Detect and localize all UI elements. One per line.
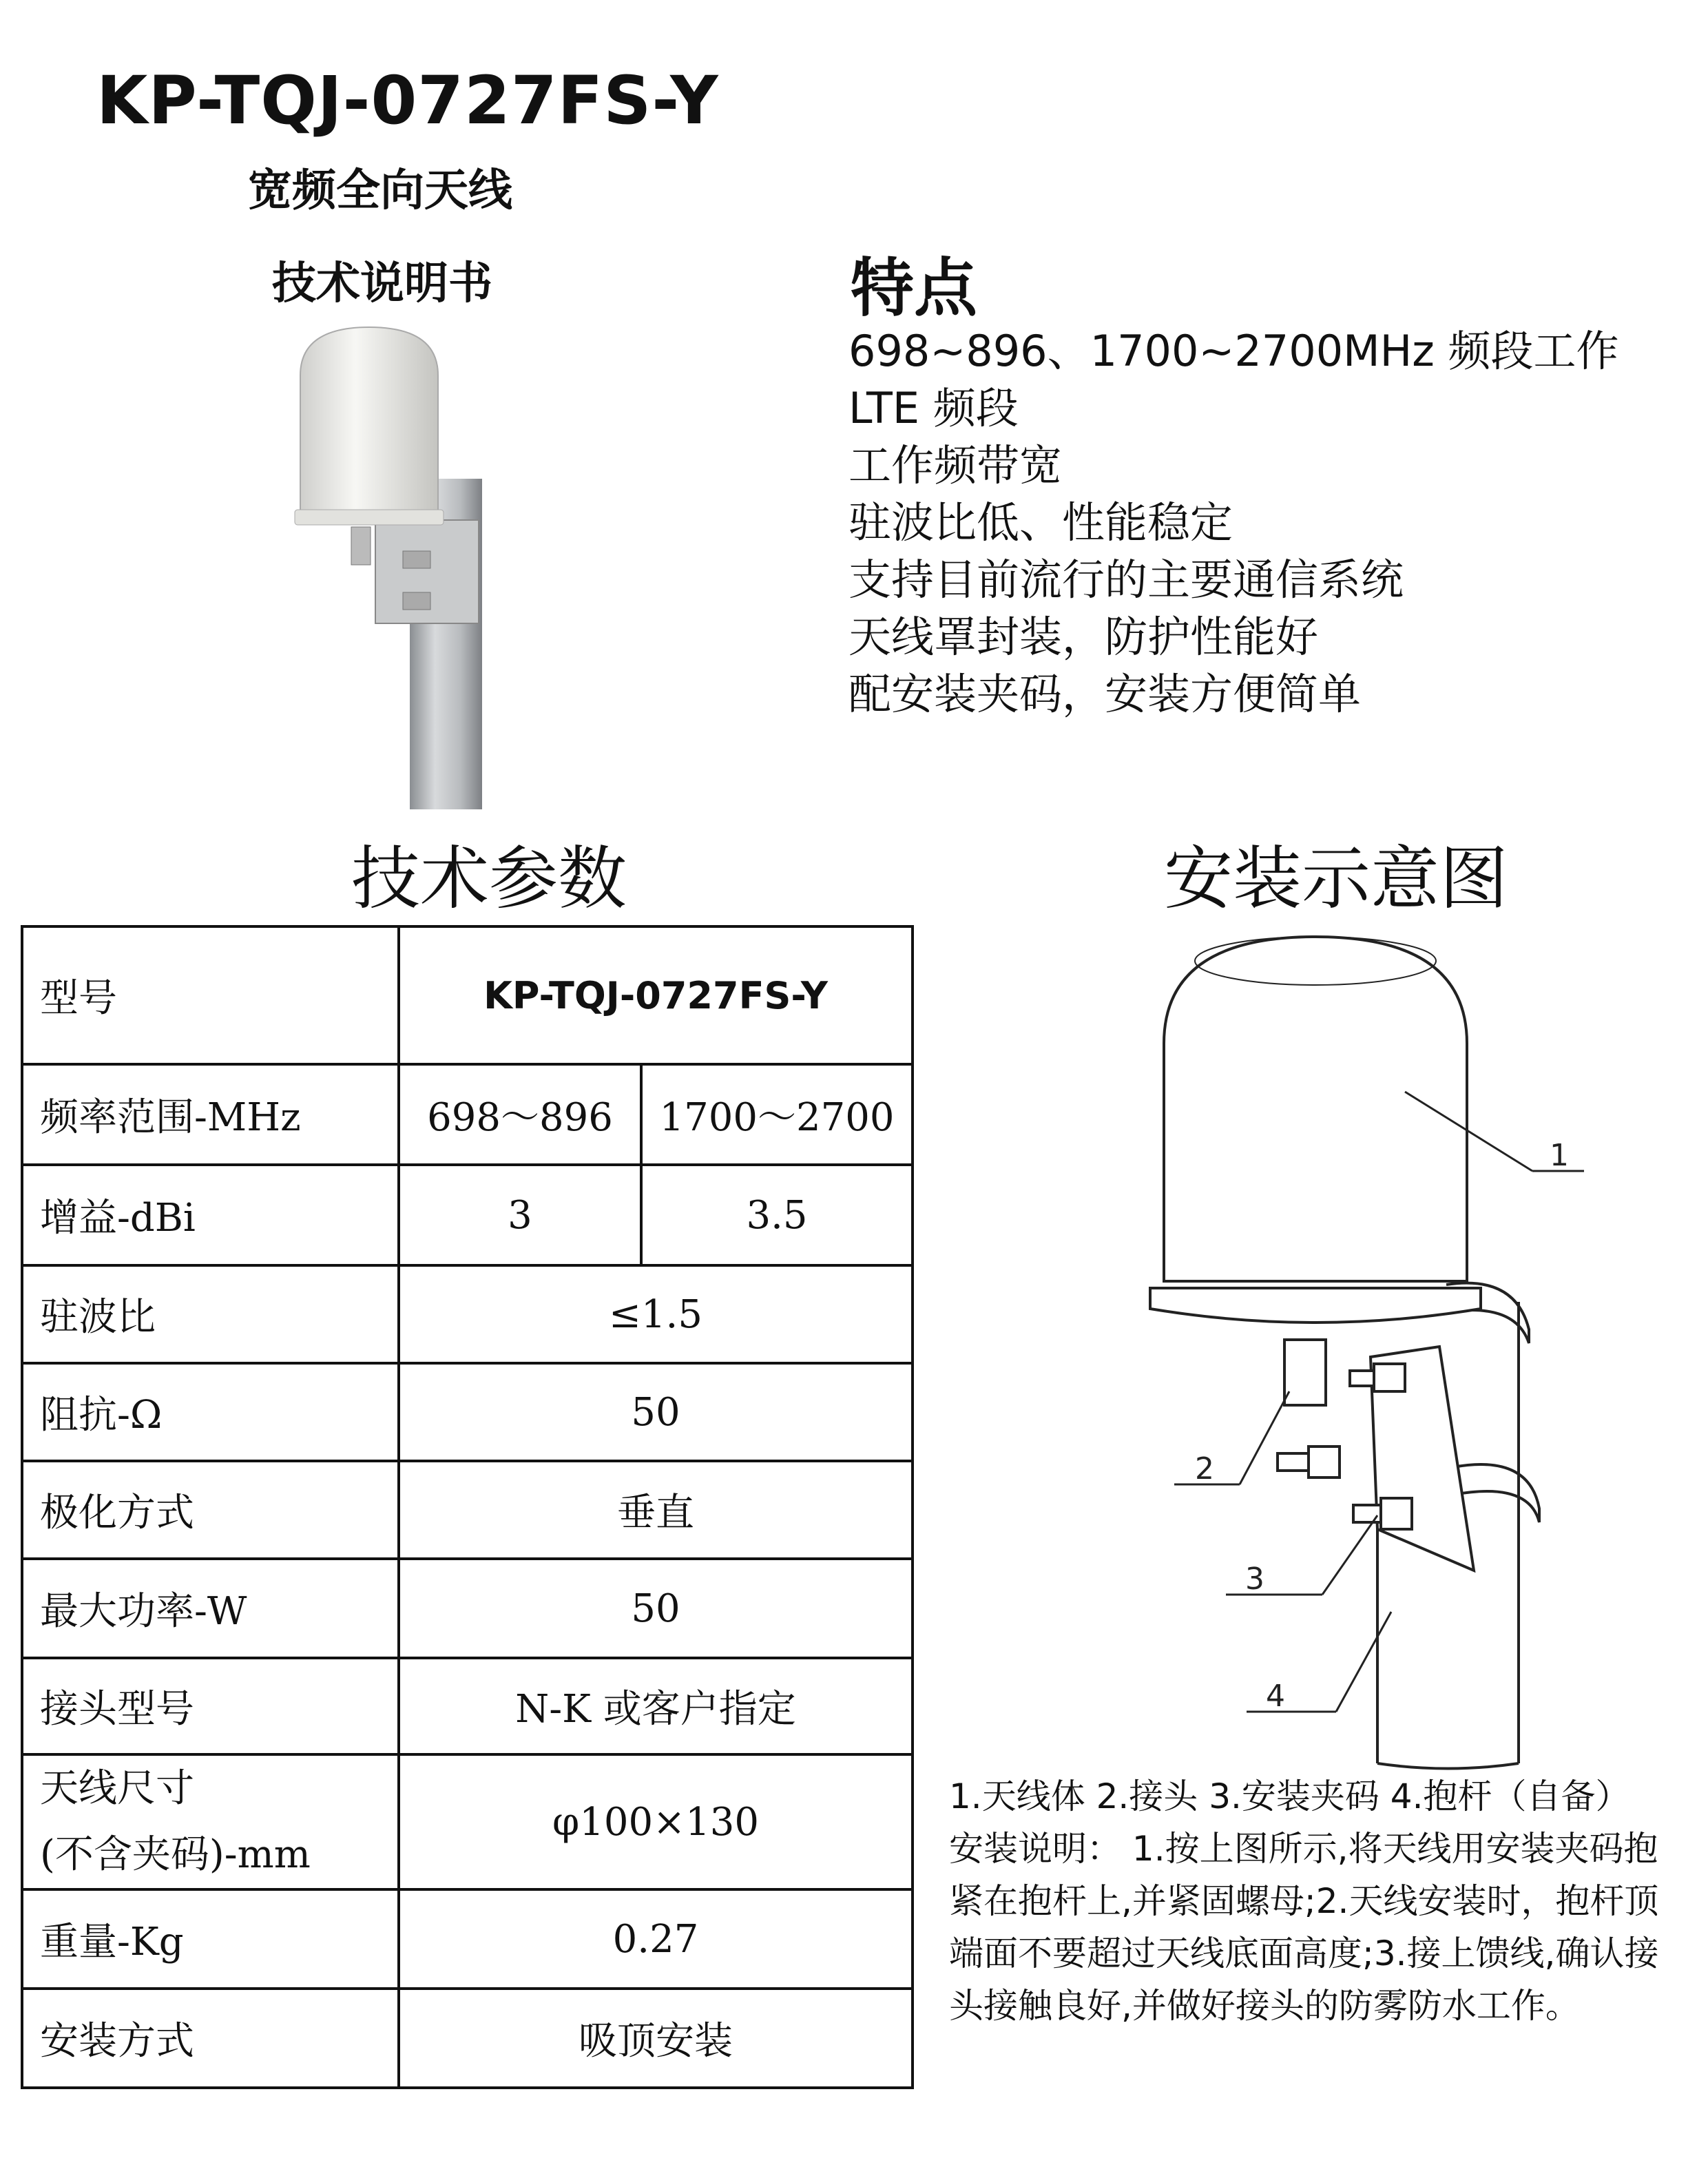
spec-value: ≤1.5 (399, 1265, 913, 1363)
spec-value: 0.27 (399, 1889, 913, 1989)
installation-diagram (1143, 916, 1625, 1770)
spec-label: 安装方式 (22, 1989, 399, 2088)
table-row (22, 1658, 913, 1754)
spec-label-line: (不含夹码)-mm (40, 1832, 311, 1877)
feature-item: 698~896、1700~2700MHz 频段工作 (848, 326, 1619, 376)
spec-value: KP-TQJ-0727FS-Y (399, 926, 913, 1064)
spec-value: 垂直 (399, 1461, 913, 1559)
feature-item: 工作频带宽 (848, 440, 1063, 490)
spec-table (21, 925, 914, 2089)
table-row (22, 1363, 913, 1461)
spec-label: 型号 (22, 926, 399, 1064)
specs-heading: 技术参数 (351, 838, 627, 919)
spec-label: 重量-Kg (22, 1889, 399, 1989)
feature-item: 驻波比低、性能稳定 (848, 497, 1233, 548)
table-row (22, 1461, 913, 1559)
document-subtitle: 技术说明书 (272, 258, 492, 309)
spec-value: 3 (399, 1165, 641, 1265)
parts-legend: 1.天线体 2.接头 3.安装夹码 4.抱杆（自备） (949, 1776, 1630, 1816)
spec-label (22, 1754, 399, 1889)
spec-value: φ100×130 (399, 1754, 913, 1889)
feature-item: 支持目前流行的主要通信系统 (848, 554, 1404, 605)
table-row (22, 1265, 913, 1363)
table-row (22, 1989, 913, 2088)
spec-value: 50 (399, 1559, 913, 1658)
feature-item: LTE 频段 (848, 383, 1019, 433)
table-row (22, 926, 913, 1064)
install-caption (949, 1770, 1665, 2032)
callout-3: 3 (1245, 1562, 1264, 1597)
spec-label: 极化方式 (22, 1461, 399, 1559)
product-photo (289, 313, 523, 809)
table-row (22, 1064, 913, 1165)
spec-value: 3.5 (641, 1165, 913, 1265)
spec-label-line: 天线尺寸 (40, 1766, 194, 1811)
feature-item: 天线罩封装，防护性能好 (848, 612, 1319, 662)
install-note-line: 紧在抱杆上,并紧固螺母;2.天线安装时，抱杆顶 (949, 1881, 1659, 1921)
page-title: KP-TQJ-0727FS-Y (96, 62, 719, 139)
spec-value: 吸顶安装 (399, 1989, 913, 2088)
spec-label: 最大功率-W (22, 1559, 399, 1658)
spec-value: 1700～2700 (641, 1064, 913, 1165)
spec-value: 698～896 (399, 1064, 641, 1165)
install-heading: 安装示意图 (1164, 838, 1508, 919)
table-row (22, 1559, 913, 1658)
callout-1: 1 (1550, 1138, 1569, 1173)
table-row (22, 1889, 913, 1989)
install-note-line: 头接触良好,并做好接头的防雾防水工作。 (949, 1986, 1580, 2026)
features-heading: 特点 (851, 251, 978, 325)
spec-value: 50 (399, 1363, 913, 1461)
spec-label: 增益-dBi (22, 1165, 399, 1265)
callout-2: 2 (1195, 1451, 1214, 1486)
spec-label: 接头型号 (22, 1658, 399, 1754)
callout-4: 4 (1266, 1679, 1285, 1714)
features-list (848, 322, 1619, 723)
feature-item: 配安装夹码，安装方便简单 (848, 669, 1362, 719)
table-row (22, 1754, 913, 1889)
spec-label: 驻波比 (22, 1265, 399, 1363)
install-note-line: 端面不要超过天线底面高度;3.接上馈线,确认接 (949, 1933, 1659, 1973)
install-note-line: 安装说明： 1.按上图所示,将天线用安装夹码抱 (949, 1829, 1658, 1869)
table-row (22, 1165, 913, 1265)
spec-label: 频率范围-MHz (22, 1064, 399, 1165)
product-subtitle: 宽频全向天线 (248, 165, 512, 216)
spec-value: N-K 或客户指定 (399, 1658, 913, 1754)
spec-label: 阻抗-Ω (22, 1363, 399, 1461)
